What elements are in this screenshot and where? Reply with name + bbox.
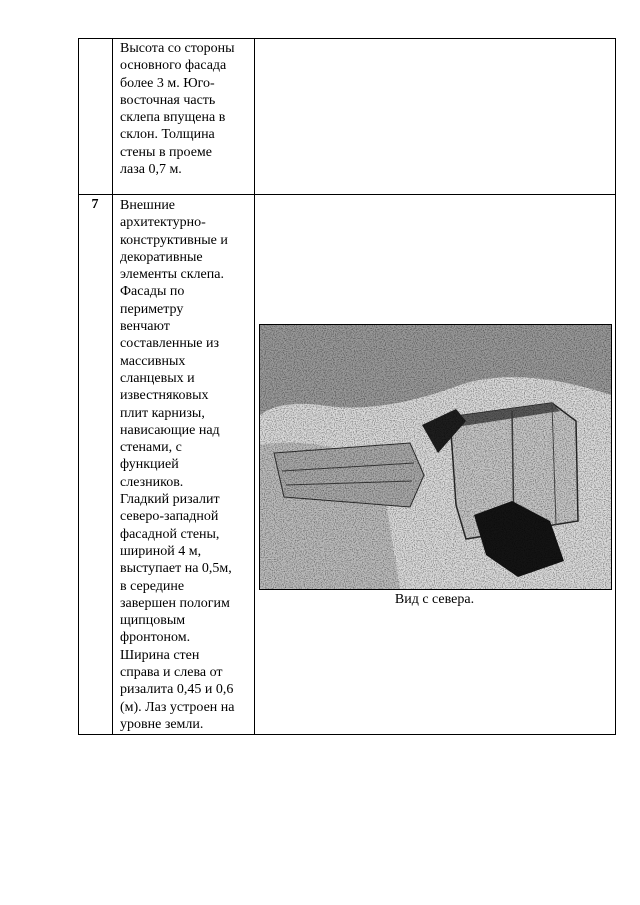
row2-number: 7	[91, 197, 99, 212]
crypt-photo	[259, 324, 612, 590]
table-top-border	[78, 38, 616, 39]
row2-description: Внешние архитектурно- конструктивные и декоративные элементы склепа. Фасады по периметру венчают составленные из массивных сланцевых и известняковых плит карнизы, нависающие над стенами, с функцией слезников. Гладкий ризалит северо-западной фасадной стены, шириной 4 м, выступает на 0,5м, в середине завершен пологим щипцовым фронтоном. Ширина стен справа и слева от ризалита 0,45 и 0,6 (м). Лаз устроен на уровне земли.	[120, 198, 235, 732]
table-left-border	[78, 38, 79, 735]
column-divider-1	[112, 38, 113, 735]
table-bottom-border	[78, 734, 616, 735]
photo-caption: Вид с севера.	[394, 592, 475, 607]
table-right-border	[615, 38, 616, 735]
row-divider	[78, 194, 616, 195]
row1-description: Высота со стороны основного фасада более 3 м. Юго- восточная часть склепа впущена в склон. Толщина стены в проеме лаза 0,7 м.	[120, 41, 235, 178]
column-divider-2	[254, 38, 255, 735]
